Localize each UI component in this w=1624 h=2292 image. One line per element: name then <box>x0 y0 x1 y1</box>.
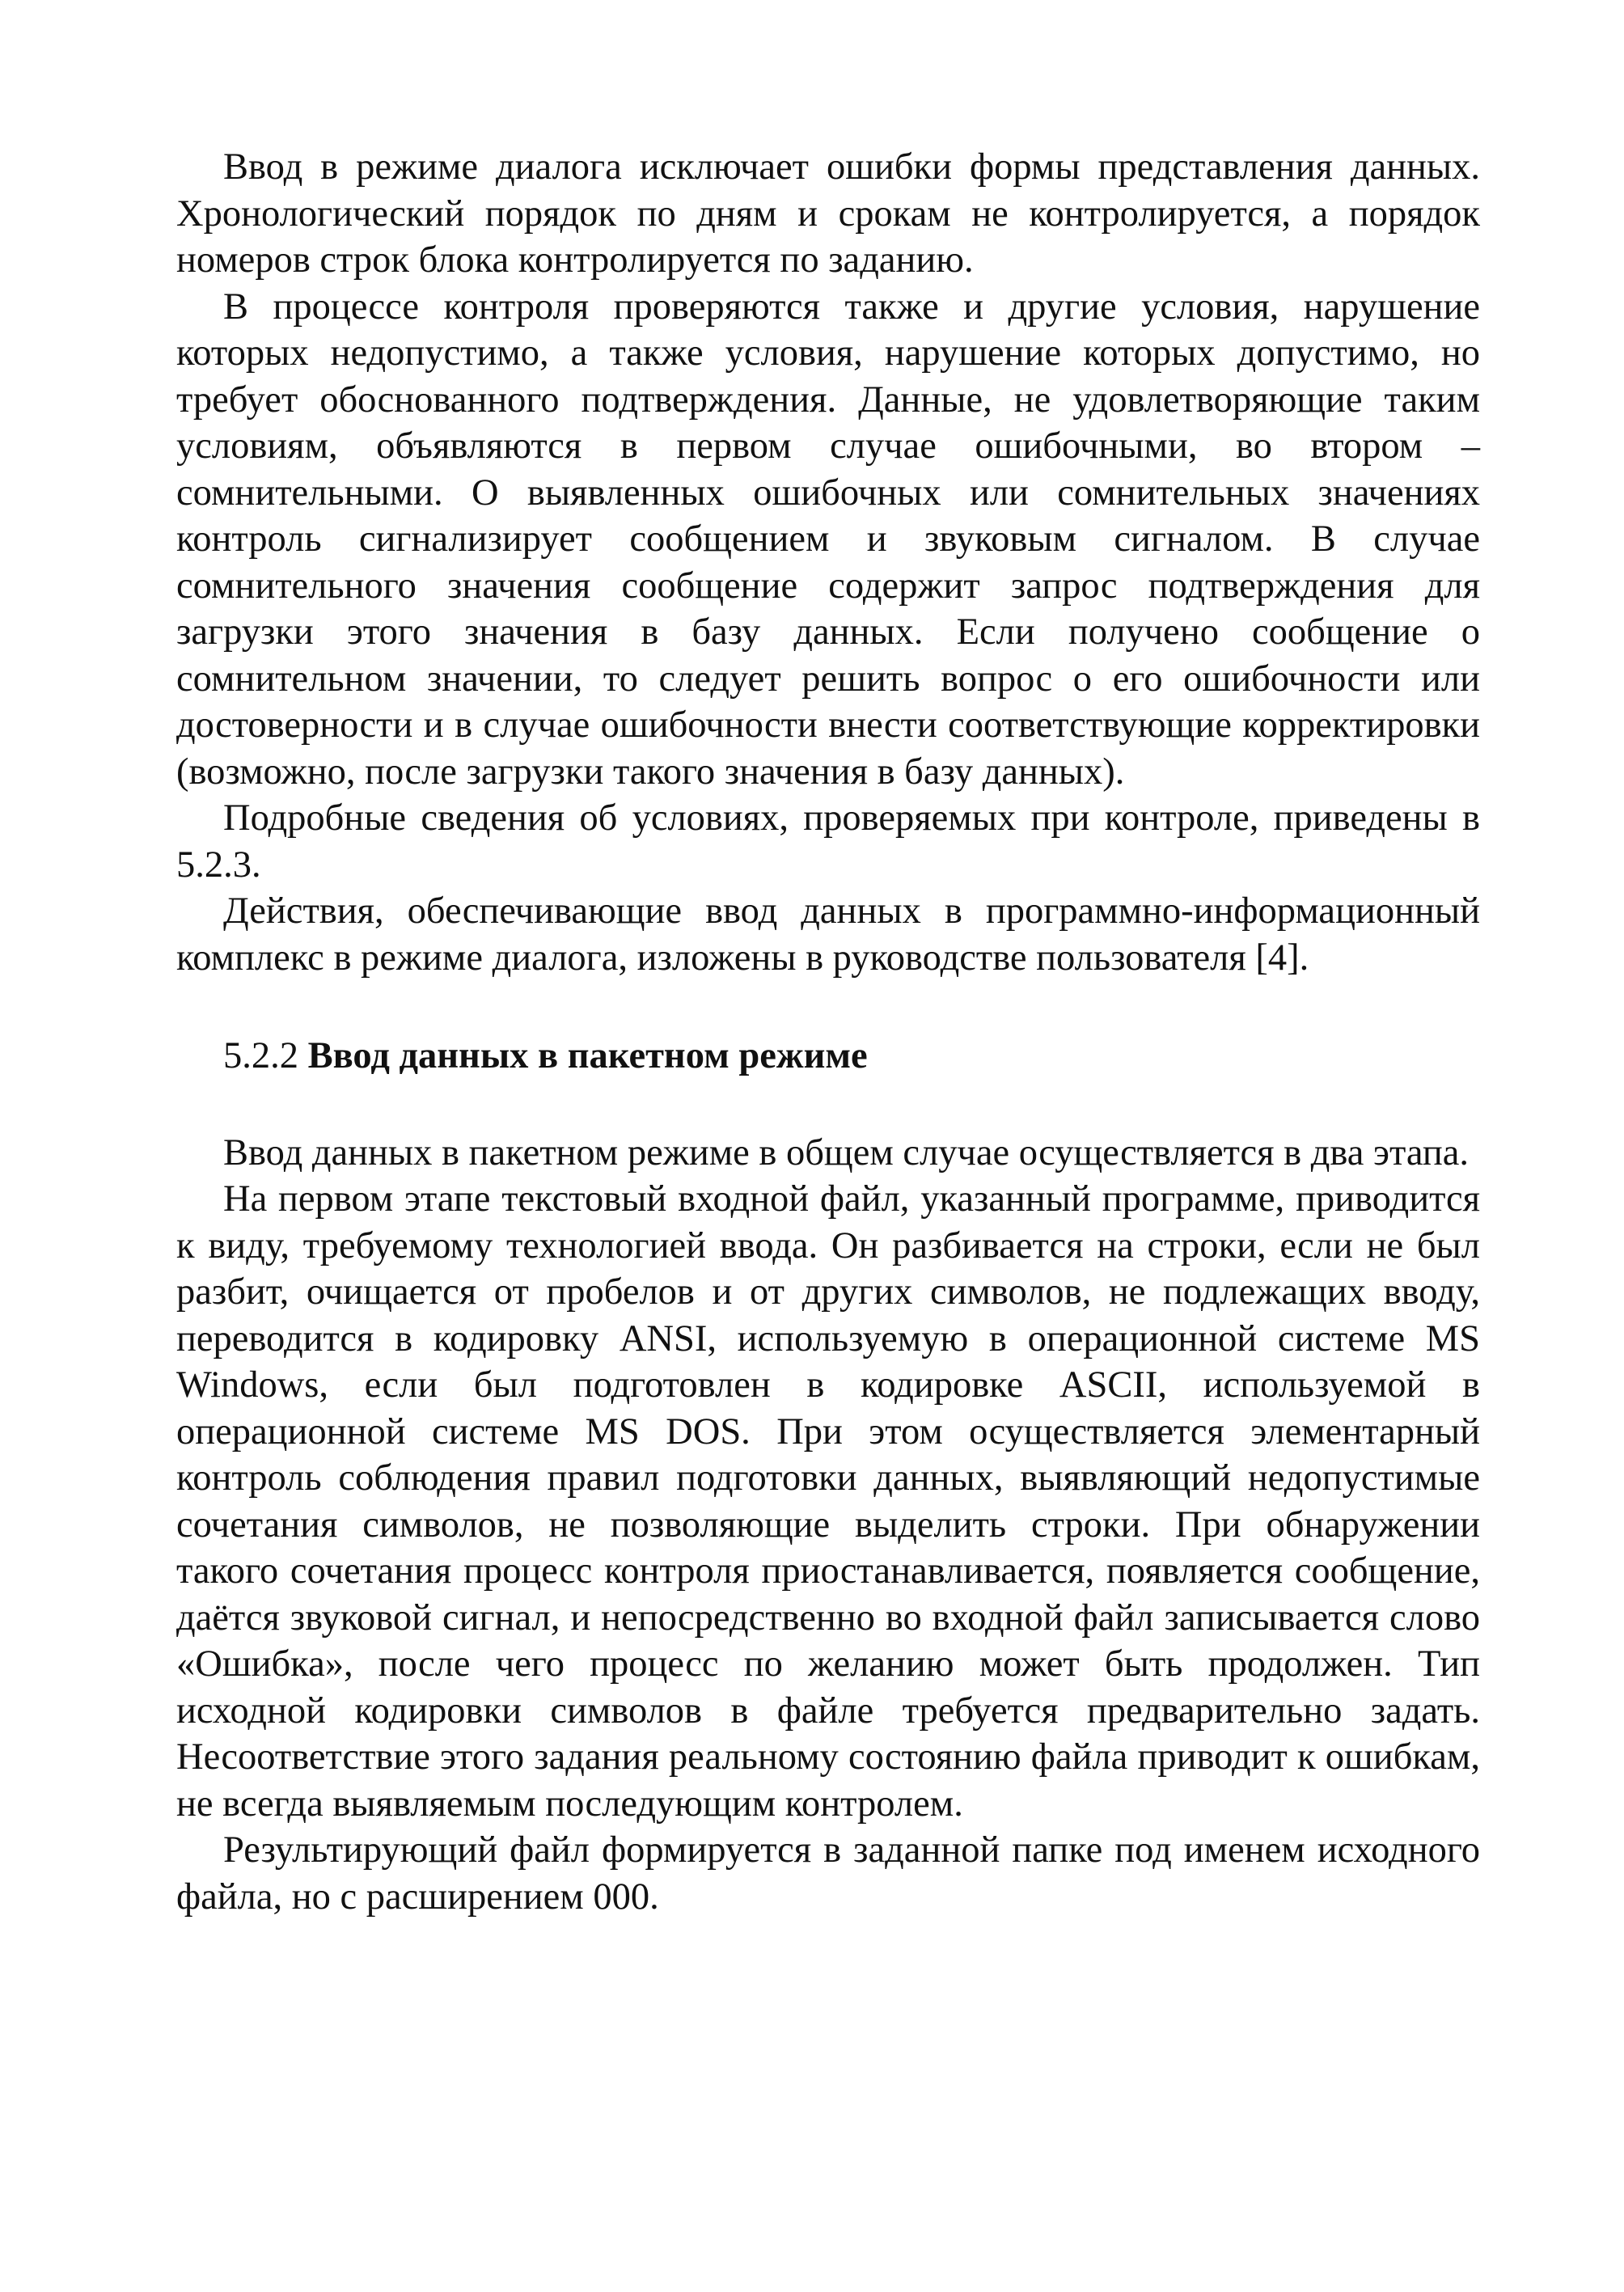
paragraph-user-guide-reference: Действия, обеспечивающие ввод данных в программно-информационный комплекс в режиме диалога, изложены в руководстве пользователя [4]. <box>176 890 1480 979</box>
paragraph-dialog-input: Ввод в режиме диалога исключает ошибки формы представления данных. Хронологический порядок по дням и срокам не контролируется, а порядок номеров строк блока контролируется по заданию. <box>176 146 1480 281</box>
paragraph-result-file: Результирующий файл формируется в заданной папке под именем исходного файла, но с расширением 000. <box>176 1829 1480 1918</box>
section-title: Ввод данных в пакетном режиме <box>307 1035 868 1076</box>
paragraph-control-conditions: В процессе контроля проверяются также и другие условия, нарушение которых недопустимо, а также условия, нарушение которых допустимо, но требует обоснованного подтверждения. Данные, не удовлетворяющие таким условиям, объявляются в первом случае ошибочными, во втором – сомнительными. О выявленных ошибочных или сомнительных значениях контроль сигнализирует сообщением и звуковым сигналом. В случае сомнительного значения сообщение содержит запрос подтверждения для загрузки этого значения в базу данных. Если получено сообщение о сомнительном значении, то следует решить вопрос о его ошибочности или достоверности и в случае ошибочности внести соответствующие корректировки (возможно, после загрузки такого значения в базу данных). <box>176 285 1480 793</box>
paragraph-batch-two-stages: Ввод данных в пакетном режиме в общем случае осуществляется в два этапа. <box>223 1131 1470 1173</box>
paragraph-first-stage: На первом этапе текстовый входной файл, указанный программе, приводится к виду, требуемому технологией ввода. Он разбивается на строки, если не был разбит, очищается от пробелов и от других символов, не подлежащих вводу, переводится в кодировку ANSI, используемую в операционной системе MS Windows, если был подготовлен в кодировке ASCII, используемой в операционной системе MS DOS. При этом осуществляется элементарный контроль соблюдения правил подготовки данных, выявляющий недопустимые сочетания символов, не позволяющие выделить строки. При обнаружении такого сочетания процесс контроля приостанавливается, появляется сообщение, даётся звуковой сигнал, и непосредственно во входной файл записывается слово «Ошибка», после чего процесс по желанию может быть продолжен. Тип исходной кодировки символов в файле требуется предварительно задать. Несоответствие этого задания реальному состоянию файла приводит к ошибкам, не всегда выявляемым последующим контролем. <box>176 1178 1480 1825</box>
section-heading <box>176 1033 1480 1080</box>
document-page <box>176 144 1480 1920</box>
paragraph-details-reference: Подробные сведения об условиях, проверяемых при контроле, приведены в 5.2.3. <box>176 797 1480 886</box>
section-number: 5.2.2 <box>223 1035 298 1076</box>
